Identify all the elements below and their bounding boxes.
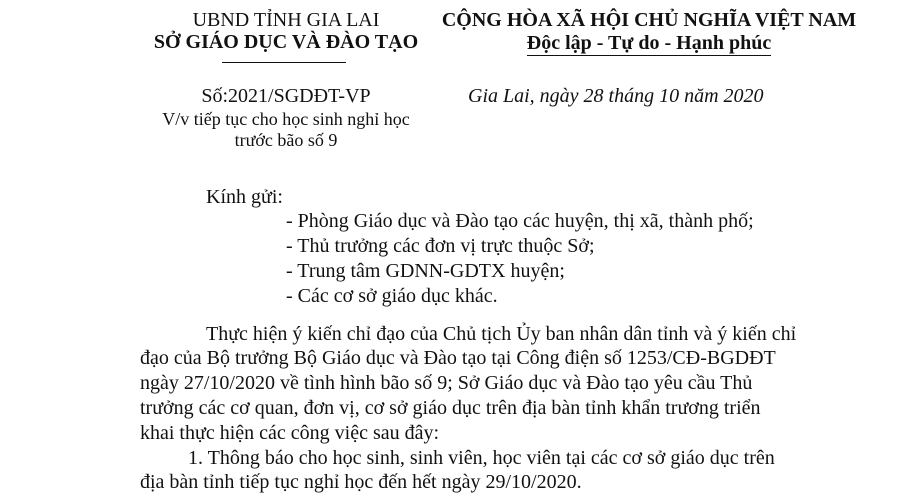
- body-line: địa bàn tỉnh tiếp tục nghỉ học đến hết ngày 29/10/2020.: [140, 471, 582, 493]
- org-divider: [222, 62, 346, 63]
- body-line: khai thực hiện các công việc sau đây:: [140, 422, 440, 444]
- subject-line-1: V/v tiếp tục cho học sinh nghỉ học: [162, 109, 410, 129]
- motto-text: Độc lập - Tự do - Hạnh phúc: [526, 32, 772, 54]
- document-number: Số:2021/SGDĐT-VP: [201, 85, 371, 107]
- greeting: Kính gửi:: [206, 186, 283, 208]
- place-date: Gia Lai, ngày 28 tháng 10 năm 2020: [468, 85, 764, 107]
- body-line: ngày 27/10/2020 về tình hình bão số 9; Sở Giáo dục và Đào tạo yêu cầu Thủ: [140, 372, 753, 394]
- org-parent: UBND TỈNH GIA LAI: [192, 9, 380, 31]
- subject-line-2: trước bão số 9: [234, 130, 338, 150]
- body-line: 1. Thông báo cho học sinh, sinh viên, học viên tại các cơ sở giáo dục trên: [188, 447, 775, 469]
- motto: [412, 30, 886, 56]
- body-line: Thực hiện ý kiến chỉ đạo của Chủ tịch Ủy ban nhân dân tỉnh và ý kiến chỉ: [206, 323, 797, 345]
- recipient-item: - Các cơ sở giáo dục khác.: [286, 285, 498, 307]
- body-line: trưởng các cơ quan, đơn vị, cơ sở giáo dục trên địa bàn tỉnh khẩn trương triển: [140, 397, 761, 419]
- recipient-item: - Trung tâm GDNN-GDTX huyện;: [286, 260, 565, 282]
- body-line: đạo của Bộ trưởng Bộ Giáo dục và Đào tạo tại Công điện số 1253/CĐ-BGDĐT: [140, 347, 776, 369]
- nation-title: CỘNG HÒA XÃ HỘI CHỦ NGHĨA VIỆT NAM: [441, 9, 857, 31]
- org-name: SỞ GIÁO DỤC VÀ ĐÀO TẠO: [153, 31, 419, 53]
- recipient-item: - Thủ trưởng các đơn vị trực thuộc Sở;: [286, 235, 595, 257]
- recipient-item: - Phòng Giáo dục và Đào tạo các huyện, thị xã, thành phố;: [286, 210, 754, 232]
